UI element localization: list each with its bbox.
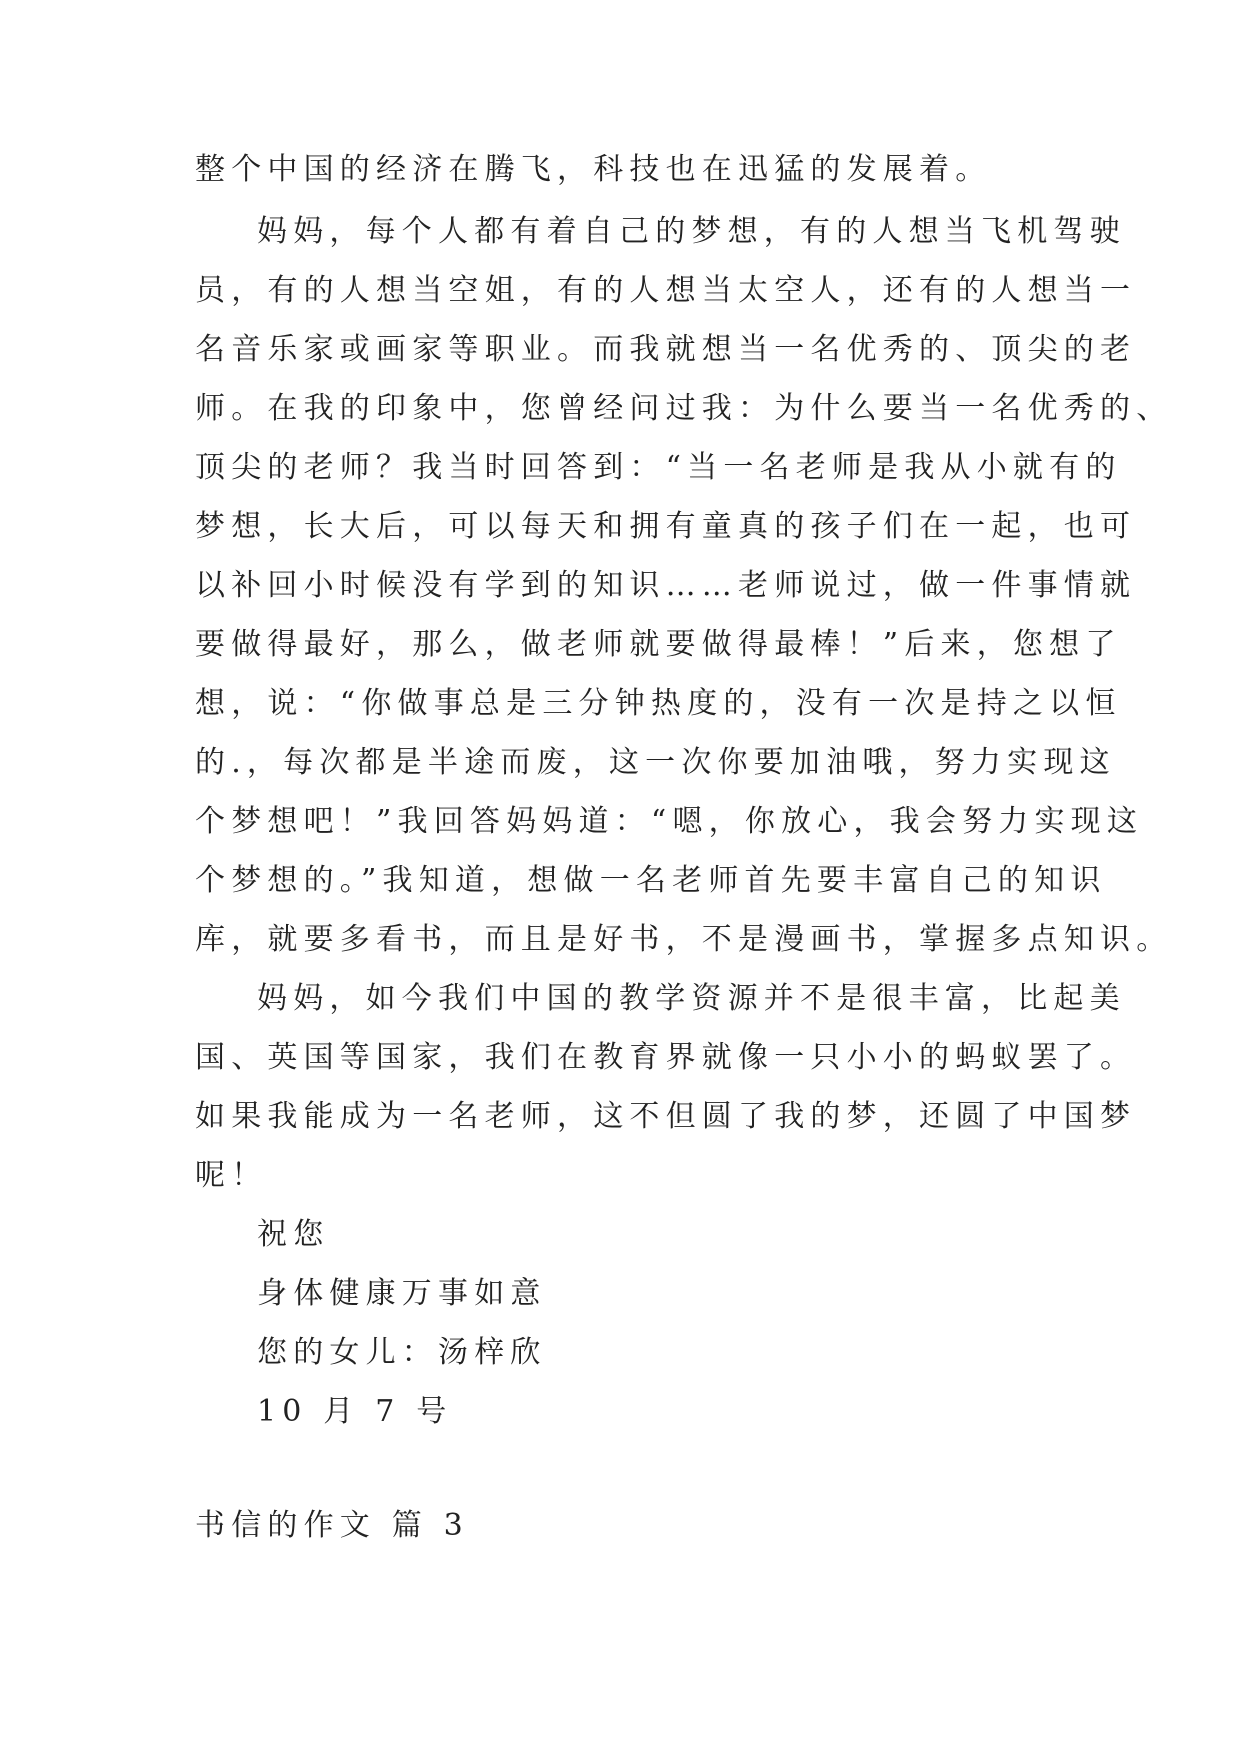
- paragraph-line: 整个中国的经济在腾飞，科技也在迅猛的发展着。: [195, 152, 992, 187]
- paragraph-line: 国、英国等国家，我们在教育界就像一只小小的蚂蚁罢了。: [195, 1040, 1137, 1075]
- paragraph-line: 顶尖的老师？我当时回答到：“当一名老师是我从小就有的: [195, 450, 1122, 485]
- paragraph-line: 想，说：“你做事总是三分钟热度的，没有一次是持之以恒: [195, 686, 1122, 721]
- paragraph-line: 如果我能成为一名老师，这不但圆了我的梦，还圆了中国梦: [195, 1099, 1137, 1134]
- closing-signature: 您的女儿：汤梓欣: [257, 1335, 547, 1370]
- paragraph-line: 梦想，长大后，可以每天和拥有童真的孩子们在一起，也可: [195, 509, 1137, 544]
- closing-date: 10 月 7 号: [257, 1394, 453, 1429]
- paragraph-line: 的.，每次都是半途而废，这一次你要加油哦，努力实现这: [195, 745, 1116, 780]
- paragraph-line: 个梦想吧！”我回答妈妈道：“嗯，你放心，我会努力实现这: [195, 804, 1144, 839]
- paragraph-line: 师。在我的印象中，您曾经问过我：为什么要当一名优秀的、: [195, 391, 1173, 426]
- next-section-title: 书信的作文 篇 3: [195, 1508, 469, 1543]
- paragraph-line: 个梦想的。”我知道，想做一名老师首先要丰富自己的知识: [195, 863, 1107, 898]
- paragraph-line: 呢！: [195, 1158, 268, 1193]
- closing-greeting: 祝您: [257, 1217, 330, 1252]
- paragraph-line: 员，有的人想当空姐，有的人想当太空人，还有的人想当一: [195, 273, 1137, 308]
- paragraph-line: 妈妈，如今我们中国的教学资源并不是很丰富，比起美: [257, 981, 1126, 1016]
- paragraph-line: 名音乐家或画家等职业。而我就想当一名优秀的、顶尖的老: [195, 332, 1137, 367]
- closing-wish: 身体健康万事如意: [257, 1276, 547, 1311]
- paragraph-line: 妈妈，每个人都有着自己的梦想，有的人想当飞机驾驶: [257, 214, 1126, 249]
- paragraph-line: 以补回小时候没有学到的知识……老师说过，做一件事情就: [195, 568, 1137, 603]
- paragraph-line: 库，就要多看书，而且是好书，不是漫画书，掌握多点知识。: [195, 922, 1173, 957]
- paragraph-line: 要做得最好，那么，做老师就要做得最棒！”后来，您想了: [195, 627, 1122, 662]
